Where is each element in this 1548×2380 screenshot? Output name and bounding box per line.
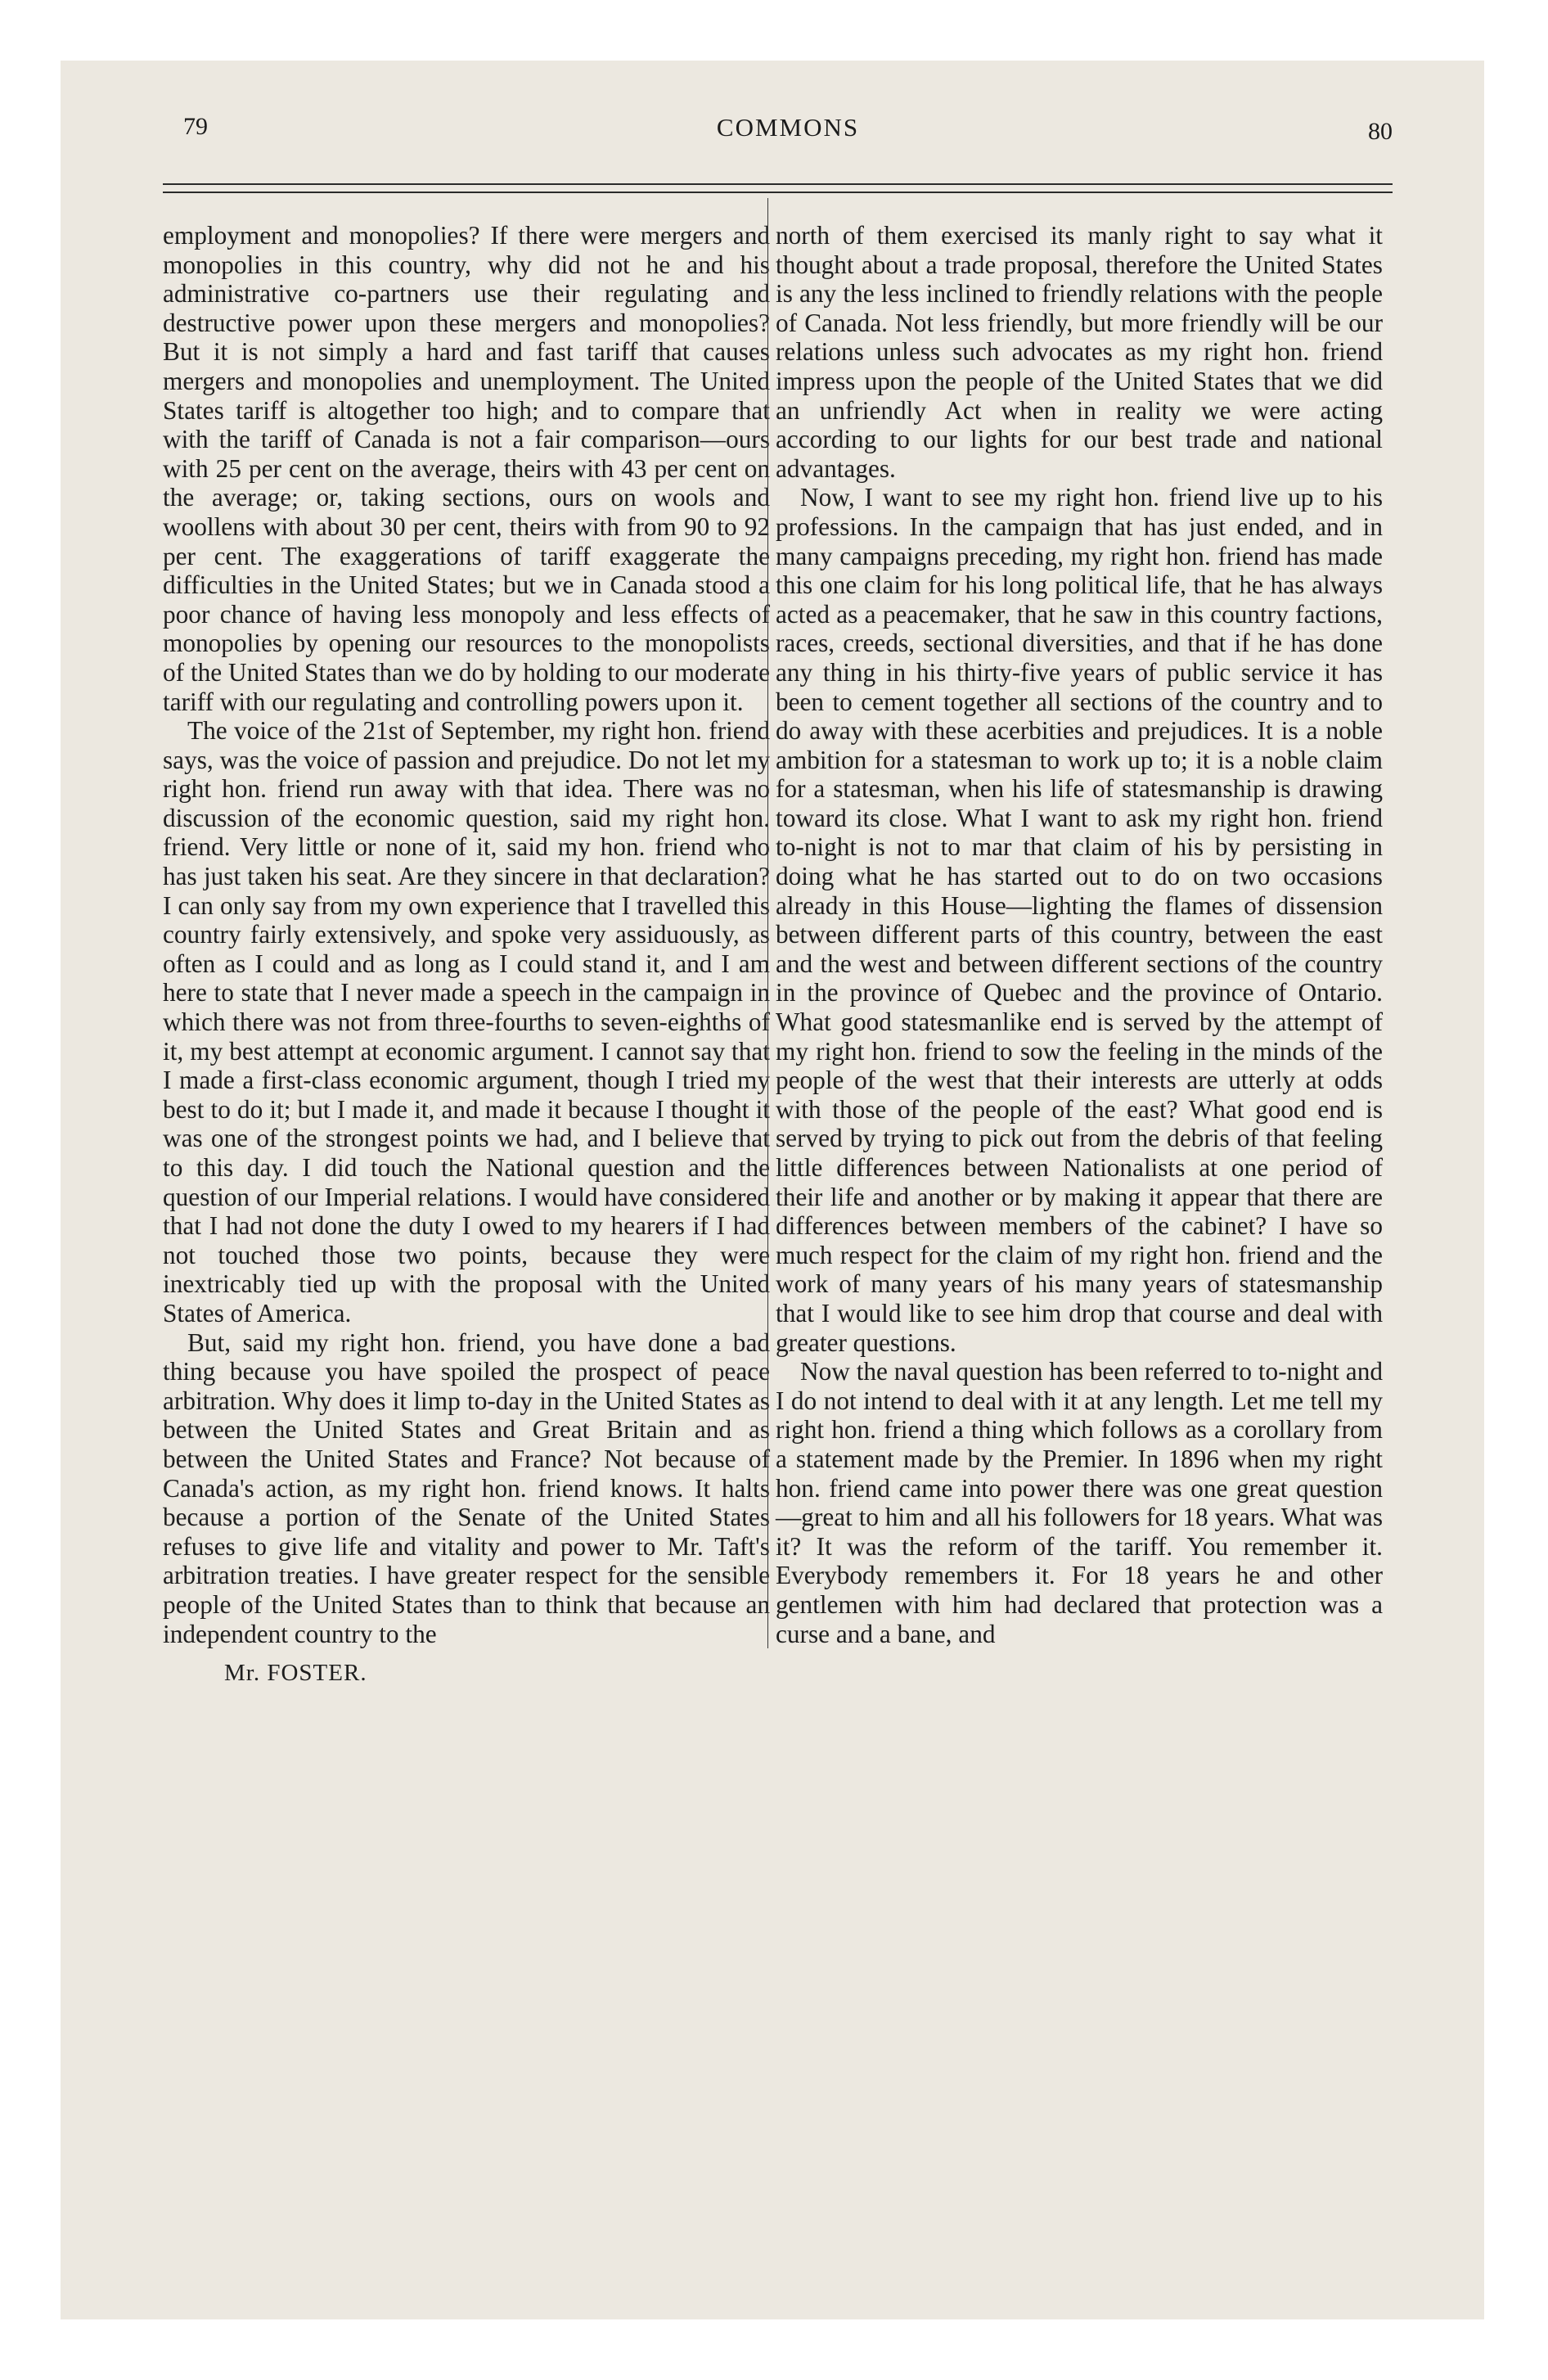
paragraph: Now the naval question has been referred to to-night and I do not intend to deal with it at any length. Let me tell my right hon. friend a thing which follows as a corollary from a statement made by the Premier. In 1896 when my right hon. friend came into power there was one great question—great to him and all his followers for 18 years. What was it? It was the reform of the tariff. You remember it. Everybody remembers it. For 18 years he and other gentlemen with him had declared that protection was a curse and a bane, and — [776, 1357, 1383, 1648]
right-page-number: 80 — [1368, 118, 1393, 145]
running-title: COMMONS — [716, 113, 860, 142]
paragraph: The voice of the 21st of September, my right hon. friend says, was the voice of passion and prejudice. Do not let my right hon. friend run away with that idea. There was no discussion of the economic question, said my right hon. friend. Very little or none of it, said my hon. friend who has just taken his seat. Are they sincere in that declaration? I can only say from my own experience that I travelled this country fairly extensively, and spoke very assiduously, as often as I could and as long as I could stand it, and I am here to state that I never made a speech in the campaign in which there was not from three-fourths to seven-eighths of it, my best attempt at economic argument. I cannot say that I made a first-class economic argument, though I tried my best to do it; but I made it, and made it because I thought it was one of the strongest points we had, and I believe that to this day. I did touch the National question and the question of our Imperial relations. I would have considered that I had not done the duty I owed to my hearers if I had not touched those two points, because they were inextricably tied up with the proposal with the United States of America. — [163, 716, 770, 1327]
scanned-page — [61, 61, 1484, 2319]
page-header — [183, 113, 1393, 156]
header-rule — [163, 183, 1393, 185]
paragraph: But, said my right hon. friend, you have done a bad thing because you have spoiled the prospect of peace arbitration. Why does it limp to-day in the United States as between the United States and Great Britain and as between the United States and France? Not because of Canada's action, as my right hon. friend knows. It halts because a portion of the Senate of the United States refuses to give life and vitality and power to Mr. Taft's arbitration treaties. I have greater respect for the sensible people of the United States than to think that because an independent country to the — [163, 1327, 770, 1648]
left-column — [163, 221, 770, 1648]
paragraph: Now, I want to see my right hon. friend live up to his professions. In the campaign that has just ended, and in many campaigns preceding, my right hon. friend has made this one claim for his long political life, that he has always acted as a peacemaker, that he saw in this country factions, races, creeds, sectional diversities, and that if he has done any thing in his thirty-five years of public service it has been to cement together all sections of the country and to do away with these acerbities and prejudices. It is a noble ambition for a statesman to work up to; it is a noble claim for a statesman, when his life of statesmanship is drawing toward its close. What I want to ask my right hon. friend to-night is not to mar that claim of his by persisting in doing what he has started out to do on two occasions already in this House—lighting the flames of dissension between different parts of this country, between the east and the west and between different sections of the country in the province of Quebec and the province of Ontario. What good statesmanlike end is served by the attempt of my right hon. friend to sow the feeling in the minds of the people of the west that their interests are utterly at odds with those of the people of the east? What good end is served by trying to pick out from the debris of that feeling little differences between Nationalists at one period of their life and another or by making it appear that there are differences between members of the cabinet? I have so much respect for the claim of my right hon. friend and the work of many years of his many years of statesmanship that I would like to see him drop that course and deal with greater questions. — [776, 483, 1383, 1357]
speaker-footer: Mr. FOSTER. — [224, 1660, 367, 1686]
header-rule-double — [163, 192, 1393, 193]
column-divider — [767, 198, 768, 1648]
left-page-number: 79 — [183, 113, 208, 140]
paragraph: employment and monopolies? If there were mergers and monopolies in this country, why did not he and his administrative co-partners use their regulating and destructive power upon these mergers and monopolies? But it is not simply a hard and fast tariff that causes mergers and monopolies and unemployment. The United States tariff is altogether too high; and to compare that with the tariff of Canada is not a fair comparison—ours with 25 per cent on the average, theirs with 43 per cent on the average; or, taking sections, ours on wools and woollens with about 30 per cent, theirs with from 90 to 92 per cent. The exaggerations of tariff exaggerate the difficulties in the United States; but we in Canada stood a poor chance of having less monopoly and less effects of monopolies by opening our resources to the monopolists of the United States than we do by holding to our moderate tariff with our regulating and controlling powers upon it. — [163, 221, 770, 716]
paragraph: north of them exercised its manly right to say what it thought about a trade proposal, therefore the United States is any the less inclined to friendly relations with the people of Canada. Not less friendly, but more friendly will be our relations unless such advocates as my right hon. friend impress upon the people of the United States that we did an unfriendly Act when in reality we were acting according to our lights for our best trade and national advantages. — [776, 221, 1383, 483]
right-column — [776, 221, 1383, 1648]
